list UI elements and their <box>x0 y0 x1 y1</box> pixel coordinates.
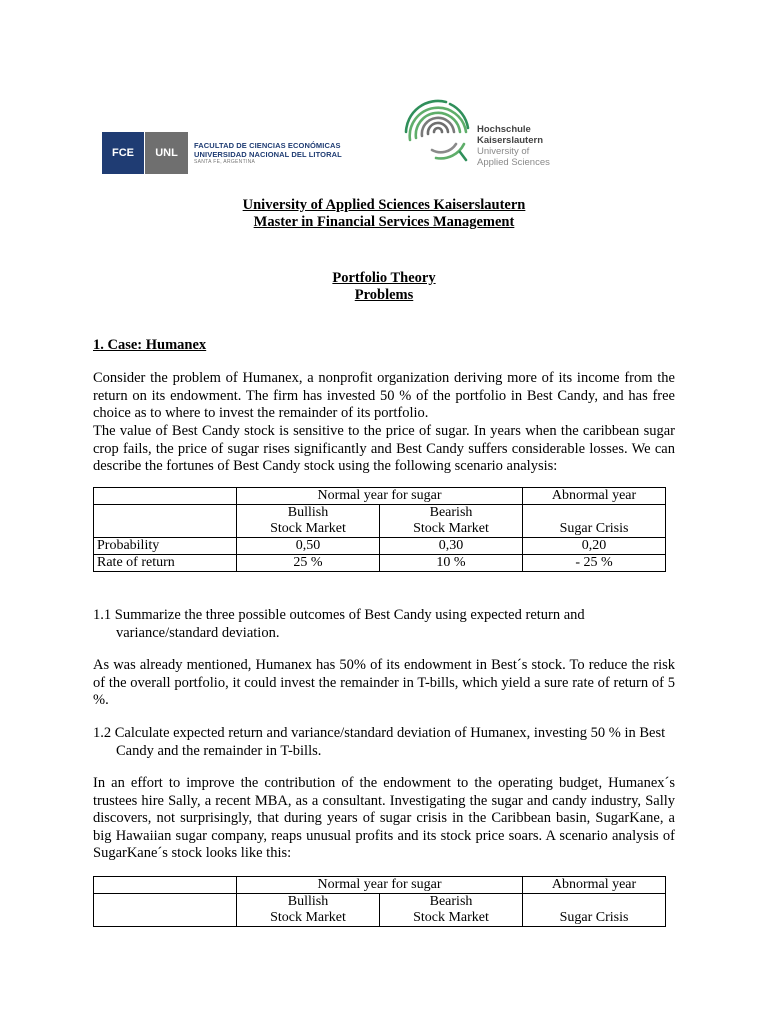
intro-paragraph: Consider the problem of Humanex, a nonprofit organization deriving more of its income from the return on its endowment. The firm has invested 50 % of the portfolio in Best Candy, and has free choice as to where to invest the remainder of its portfolio. <box>93 370 675 422</box>
fce-logo-line3: SANTA FE, ARGENTINA <box>194 159 256 165</box>
row-label: Probability <box>94 538 237 555</box>
intro-paragraph-2: The value of Best Candy stock is sensitive to the price of sugar. In years when the caribbean sugar crop fails, the price of sugar rises significantly and Best Candy suffers considerable losses. We can describe the fortunes of Best Candy stock using the following scenario analysis: <box>93 423 675 475</box>
question-1-2: 1.2 Calculate expected return and variance/standard deviation of Humanex, investing 50 % in Best Candy and the remainder in T-bills. <box>93 725 666 759</box>
fce-logo-line2: UNIVERSIDAD NACIONAL DEL LITORAL <box>194 150 342 159</box>
table-cell: - 25 % <box>523 555 666 572</box>
scenario-table-sugarkane <box>93 876 666 927</box>
bullish-header: Bullish Stock Market <box>237 505 380 538</box>
hochschule-kaiserslautern-logo <box>402 92 562 172</box>
question-1-1: 1.1 Summarize the three possible outcomes of Best Candy using expected return and variance/standard deviation. <box>93 607 585 641</box>
normal-year-header: Normal year for sugar <box>237 488 523 505</box>
section-heading: 1. Case: Humanex <box>93 337 207 353</box>
hk-logo-text <box>477 124 550 168</box>
unl-logo-box: UNL <box>145 132 188 174</box>
abnormal-year-header: Abnormal year <box>523 488 666 505</box>
tbill-paragraph: As was already mentioned, Humanex has 50% of its endowment in Best´s stock. To reduce the risk of the overall portfolio, it could invest the remainder in T-bills, which yield a sure rate of return of 5 %. <box>93 657 675 709</box>
hk-fingerprint-icon <box>402 92 474 170</box>
hk-logo-line2: Kaiserslautern <box>477 135 544 146</box>
bullish-header: Bullish Stock Market <box>237 894 380 927</box>
scenario-table-best-candy <box>93 487 666 572</box>
fce-logo-line1: FACULTAD DE CIENCIAS ECONÓMICAS <box>194 141 341 150</box>
university-title: University of Applied Sciences Kaiserslautern <box>242 197 526 213</box>
fce-logo-text <box>194 132 342 174</box>
bearish-header: Bearish Stock Market <box>380 894 523 927</box>
table-empty-cell <box>94 488 237 505</box>
program-title: Master in Financial Services Management <box>253 214 515 230</box>
normal-year-header: Normal year for sugar <box>237 877 523 894</box>
abnormal-year-header: Abnormal year <box>523 877 666 894</box>
course-title: Portfolio Theory <box>332 270 436 286</box>
hk-logo-line1: Hochschule <box>477 124 531 135</box>
row-label: Rate of return <box>94 555 237 572</box>
bearish-header: Bearish Stock Market <box>380 505 523 538</box>
table-row <box>94 538 666 555</box>
table-cell: 10 % <box>380 555 523 572</box>
table-empty-cell <box>94 505 237 538</box>
sugar-crisis-header: Sugar Crisis <box>523 894 666 927</box>
table-cell: 0,20 <box>523 538 666 555</box>
table-row <box>94 555 666 572</box>
hk-logo-line3: University of <box>477 146 530 157</box>
table-cell: 25 % <box>237 555 380 572</box>
page-subtitle: Problems <box>354 287 414 303</box>
fce-logo-box: FCE <box>102 132 144 174</box>
table-empty-cell <box>94 894 237 927</box>
sally-paragraph: In an effort to improve the contribution of the endowment to the operating budget, Humanex´s trustees hire Sally, a recent MBA, as a consultant. Investigating the sugar and candy industry, Sally discovers, not surprisingly, that during years of sugar crisis in the Caribbean basin, SugarKane, a big Hawaiian sugar company, reaps unusual profits and its stock price soars. A scenario analysis of SugarKane´s stock looks like this: <box>93 775 675 862</box>
table-empty-cell <box>94 877 237 894</box>
table-cell: 0,50 <box>237 538 380 555</box>
hk-logo-line4: Applied Sciences <box>477 157 550 168</box>
fce-unl-logo <box>102 132 342 174</box>
sugar-crisis-header: Sugar Crisis <box>523 505 666 538</box>
table-cell: 0,30 <box>380 538 523 555</box>
